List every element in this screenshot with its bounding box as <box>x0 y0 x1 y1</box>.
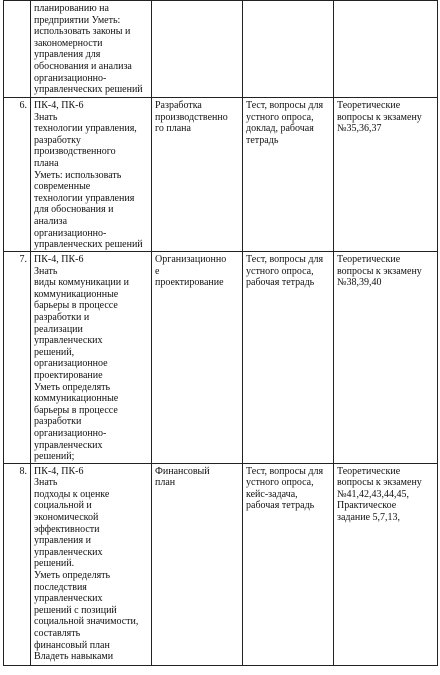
cell-text-line: последствия <box>34 581 87 593</box>
cell-text-line: решений; <box>34 451 75 463</box>
cell-text-line: №35,36,37 <box>337 123 382 135</box>
cell-text-line: №41,42,43,44,45, <box>337 488 410 500</box>
cell-text-line: рабочая тетрадь <box>246 277 315 289</box>
cell-text-line: Организационно <box>155 254 227 265</box>
topic-cell <box>152 463 243 665</box>
cell-text-line: устного опроса, <box>246 265 314 277</box>
control-cell <box>243 1 334 98</box>
exam-cell <box>334 1 438 98</box>
cell-text-line: планированию на <box>34 3 109 14</box>
cell-text-line: управленческих <box>34 439 103 451</box>
cell-text-line: устного опроса, <box>246 111 314 123</box>
cell-text-line: вопросы к экзамену <box>337 265 422 277</box>
cell-text-line: Теоретические <box>337 465 401 477</box>
cell-text-line: финансовый план <box>34 639 110 651</box>
cell-text-line: решений. <box>34 558 75 570</box>
table-row <box>4 463 438 665</box>
cell-text-line: Разработка <box>155 100 202 111</box>
competence-cell <box>31 98 152 252</box>
cell-text-line: разработки и <box>34 311 90 323</box>
cell-text-line: Знать <box>34 265 58 277</box>
cell-text-line: экономической <box>34 512 99 524</box>
cell-text-line: барьеры в процессе <box>34 300 118 312</box>
table-row <box>4 98 438 252</box>
cell-text-line: технологии управления, <box>34 123 137 135</box>
cell-text-line: управленческих решений <box>34 84 143 96</box>
cell-text-line: решений, <box>34 346 75 358</box>
row-number-cell: 7. <box>4 252 31 464</box>
exam-cell <box>334 463 438 665</box>
cell-text-line: организационное <box>34 358 108 370</box>
cell-text-line: коммуникационные <box>34 393 119 405</box>
cell-text-line: тетрадь <box>246 134 279 146</box>
competence-cell <box>31 252 152 464</box>
cell-text-line: управления для <box>34 49 101 61</box>
cell-text-line: производственно <box>155 111 228 123</box>
cell-text-line: анализа <box>34 215 68 227</box>
cell-text-line: ПК-4, ПК-6 <box>34 254 84 265</box>
cell-text-line: для обоснования и <box>34 204 114 216</box>
cell-text-line: Тест, вопросы для <box>246 100 324 111</box>
cell-text-line: вопросы к экзамену <box>337 477 422 489</box>
cell-text-line: Уметь определять <box>34 381 111 393</box>
cell-text-line: Тест, вопросы для <box>246 254 324 265</box>
cell-text-line: Владеть навыками <box>34 651 114 663</box>
cell-text-line: Теоретические <box>337 254 401 265</box>
cell-text-line: ПК-4, ПК-6 <box>34 100 84 111</box>
cell-text-line: Практическое <box>337 500 397 512</box>
table-row-continued <box>4 1 438 98</box>
cell-text-line: задание 5,7,13, <box>337 512 401 524</box>
cell-text-line: виды коммуникации и <box>34 277 129 289</box>
cell-text-line: организационно- <box>34 427 107 439</box>
cell-text-line: Финансовый <box>155 465 210 477</box>
cell-text-line: коммуникационные <box>34 288 119 300</box>
cell-text-line: Уметь: использовать <box>34 169 122 181</box>
cell-text-line: го плана <box>155 123 191 135</box>
exam-cell <box>334 98 438 252</box>
cell-text-line: организационно- <box>34 72 107 84</box>
row-number-cell: 8. <box>4 463 31 665</box>
cell-text-line: Теоретические <box>337 100 401 111</box>
cell-text-line: №38,39,40 <box>337 277 382 289</box>
table-row <box>4 252 438 464</box>
cell-text-line: технологии управления <box>34 192 135 204</box>
cell-text-line: е <box>155 265 160 277</box>
cell-text-line: Тест, вопросы для <box>246 465 324 477</box>
competence-cell <box>31 463 152 665</box>
topic-cell <box>152 1 243 98</box>
cell-text-line: подходы к оценке <box>34 488 110 500</box>
cell-text-line: современные <box>34 181 91 193</box>
row-number-cell <box>4 1 31 98</box>
cell-text-line: управленческих решений <box>34 239 143 251</box>
cell-text-line: вопросы к экзамену <box>337 111 422 123</box>
assessment-table <box>3 0 438 666</box>
cell-text-line: реализации <box>34 323 83 335</box>
cell-text-line: социальной значимости, <box>34 616 139 628</box>
cell-text-line: организационно- <box>34 227 107 239</box>
control-cell <box>243 98 334 252</box>
cell-text-line: план <box>155 477 176 489</box>
cell-text-line: управленческих <box>34 546 103 558</box>
topic-cell <box>152 252 243 464</box>
control-cell <box>243 463 334 665</box>
cell-text-line: обоснования и анализа <box>34 60 132 72</box>
row-number-cell: 6. <box>4 98 31 252</box>
cell-text-line: барьеры в процессе <box>34 404 118 416</box>
exam-cell <box>334 252 438 464</box>
cell-text-line: Знать <box>34 111 58 123</box>
cell-text-line: производственного <box>34 146 116 158</box>
cell-text-line: управленческих <box>34 335 103 347</box>
cell-text-line: управления и <box>34 535 91 547</box>
cell-text-line: использовать законы и <box>34 26 131 38</box>
cell-text-line: проектирование <box>34 369 103 381</box>
cell-text-line: эффективности <box>34 523 100 535</box>
cell-text-line: рабочая тетрадь <box>246 500 315 512</box>
cell-text-line: управленческих <box>34 593 103 605</box>
cell-text-line: Знать <box>34 477 58 489</box>
topic-cell <box>152 98 243 252</box>
cell-text-line: закономерности <box>34 37 103 49</box>
cell-text-line: кейс-задача, <box>246 488 298 500</box>
cell-text-line: предприятии Уметь: <box>34 14 121 26</box>
cell-text-line: плана <box>34 157 59 169</box>
competence-cell <box>31 1 152 98</box>
cell-text-line: разработки <box>34 416 82 428</box>
cell-text-line: социальной и <box>34 500 92 512</box>
cell-text-line: Уметь определять <box>34 570 111 582</box>
cell-text-line: проектирование <box>155 277 224 289</box>
cell-text-line: ПК-4, ПК-6 <box>34 465 84 477</box>
control-cell <box>243 252 334 464</box>
cell-text-line: доклад, рабочая <box>246 123 314 135</box>
cell-text-line: устного опроса, <box>246 477 314 489</box>
cell-text-line: разработку <box>34 134 81 146</box>
cell-text-line: решений с позиций <box>34 604 117 616</box>
cell-text-line: составлять <box>34 628 81 639</box>
